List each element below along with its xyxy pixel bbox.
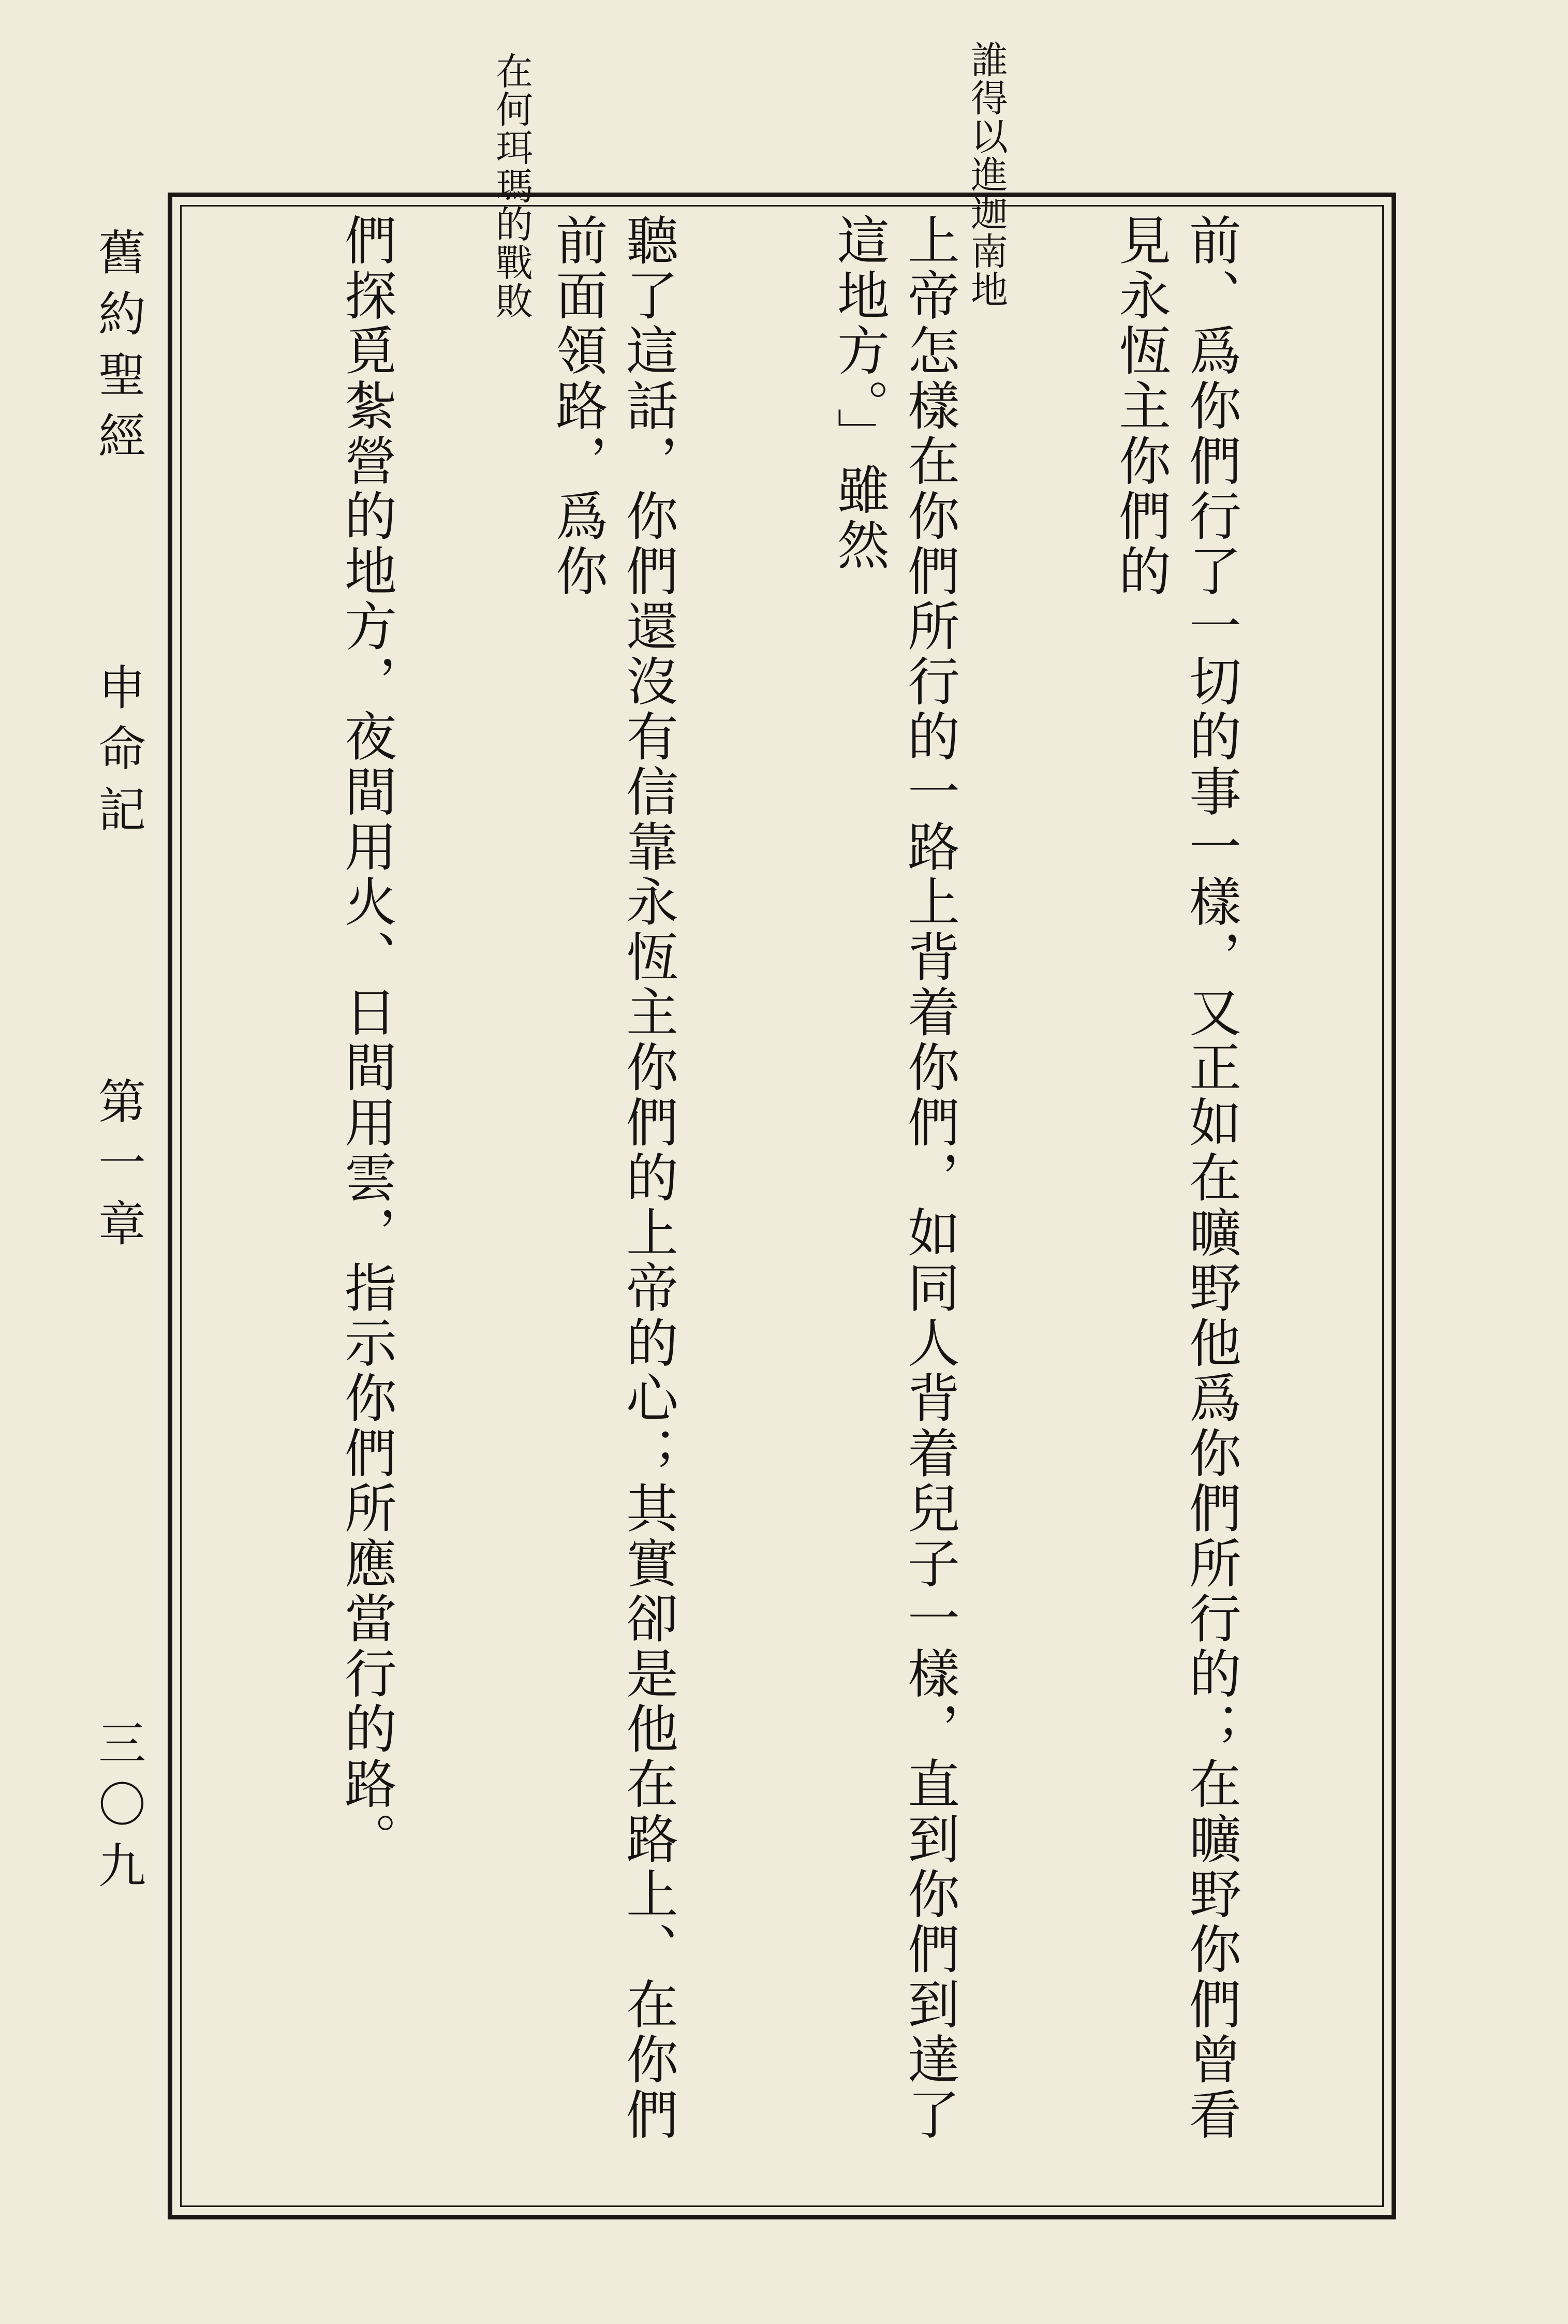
text-column: 上帝怎樣在你們所行的一路上背着你們，如同人背着兒子一樣，直到你們到達了這地方。」雖然 [829,213,960,2143]
book-title: 申命記 [91,663,146,846]
margin-heading: 在何珥瑪的戰敗 [490,52,533,320]
text-column: 聽了這話，你們還沒有信靠永恆主你們的上帝的心；其實卻是他在路上、在你們前面領路，爲你 [547,213,678,2143]
text-column: 們探覓紮營的地方，夜間用火、日間用雲，指示你們所應當行的路。 [336,213,397,1867]
margin-heading: 誰得以進迦南地 [965,40,1008,308]
text-column: 前、爲你們行了一切的事一樣，又正如在曠野他爲你們所行的；在曠野你們曾看見永恆主你們的 [1110,213,1241,2143]
chapter-label: 第一章 [91,1077,146,1260]
book-name: 舊約聖經 [91,228,146,472]
page-number: 三〇九 [91,1718,146,1902]
scripture-text [197,213,1387,2190]
running-header [84,228,146,1936]
